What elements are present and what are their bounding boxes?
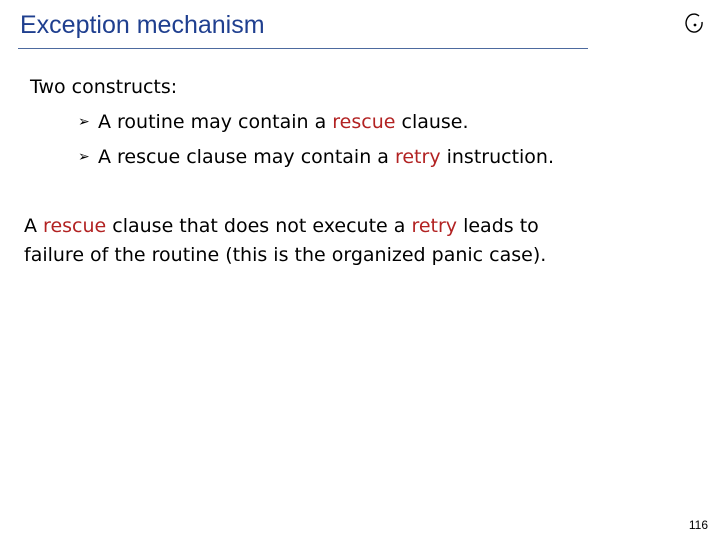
paragraph-text: A bbox=[24, 215, 44, 237]
bullet-text: A rescue clause may contain a bbox=[98, 146, 395, 168]
bullet-item bbox=[78, 146, 554, 168]
circle-logo-icon bbox=[685, 13, 705, 35]
keyword-rescue: rescue bbox=[332, 111, 396, 133]
keyword-retry: retry bbox=[394, 146, 441, 168]
paragraph-text: leads to bbox=[457, 215, 539, 237]
arrow-bullet-icon: ➢ bbox=[78, 149, 90, 165]
paragraph-line-1 bbox=[24, 212, 546, 241]
body-paragraph bbox=[24, 212, 546, 270]
keyword-rescue: rescue bbox=[43, 215, 107, 237]
bullet-text: clause. bbox=[395, 111, 469, 133]
paragraph-text: clause that does not execute a bbox=[106, 215, 412, 237]
intro-text: Two constructs: bbox=[30, 76, 178, 98]
bullet-text: instruction. bbox=[440, 146, 555, 168]
arrow-bullet-icon: ➢ bbox=[78, 114, 90, 130]
paragraph-line-2: failure of the routine (this is the organized panic case). bbox=[24, 244, 547, 266]
bullet-item bbox=[78, 111, 469, 133]
keyword-retry: retry bbox=[411, 215, 458, 237]
title-underline bbox=[18, 48, 588, 49]
bullet-text: A routine may contain a bbox=[98, 111, 333, 133]
slide-title: Exception mechanism bbox=[20, 11, 265, 39]
page-number: 116 bbox=[688, 518, 708, 532]
